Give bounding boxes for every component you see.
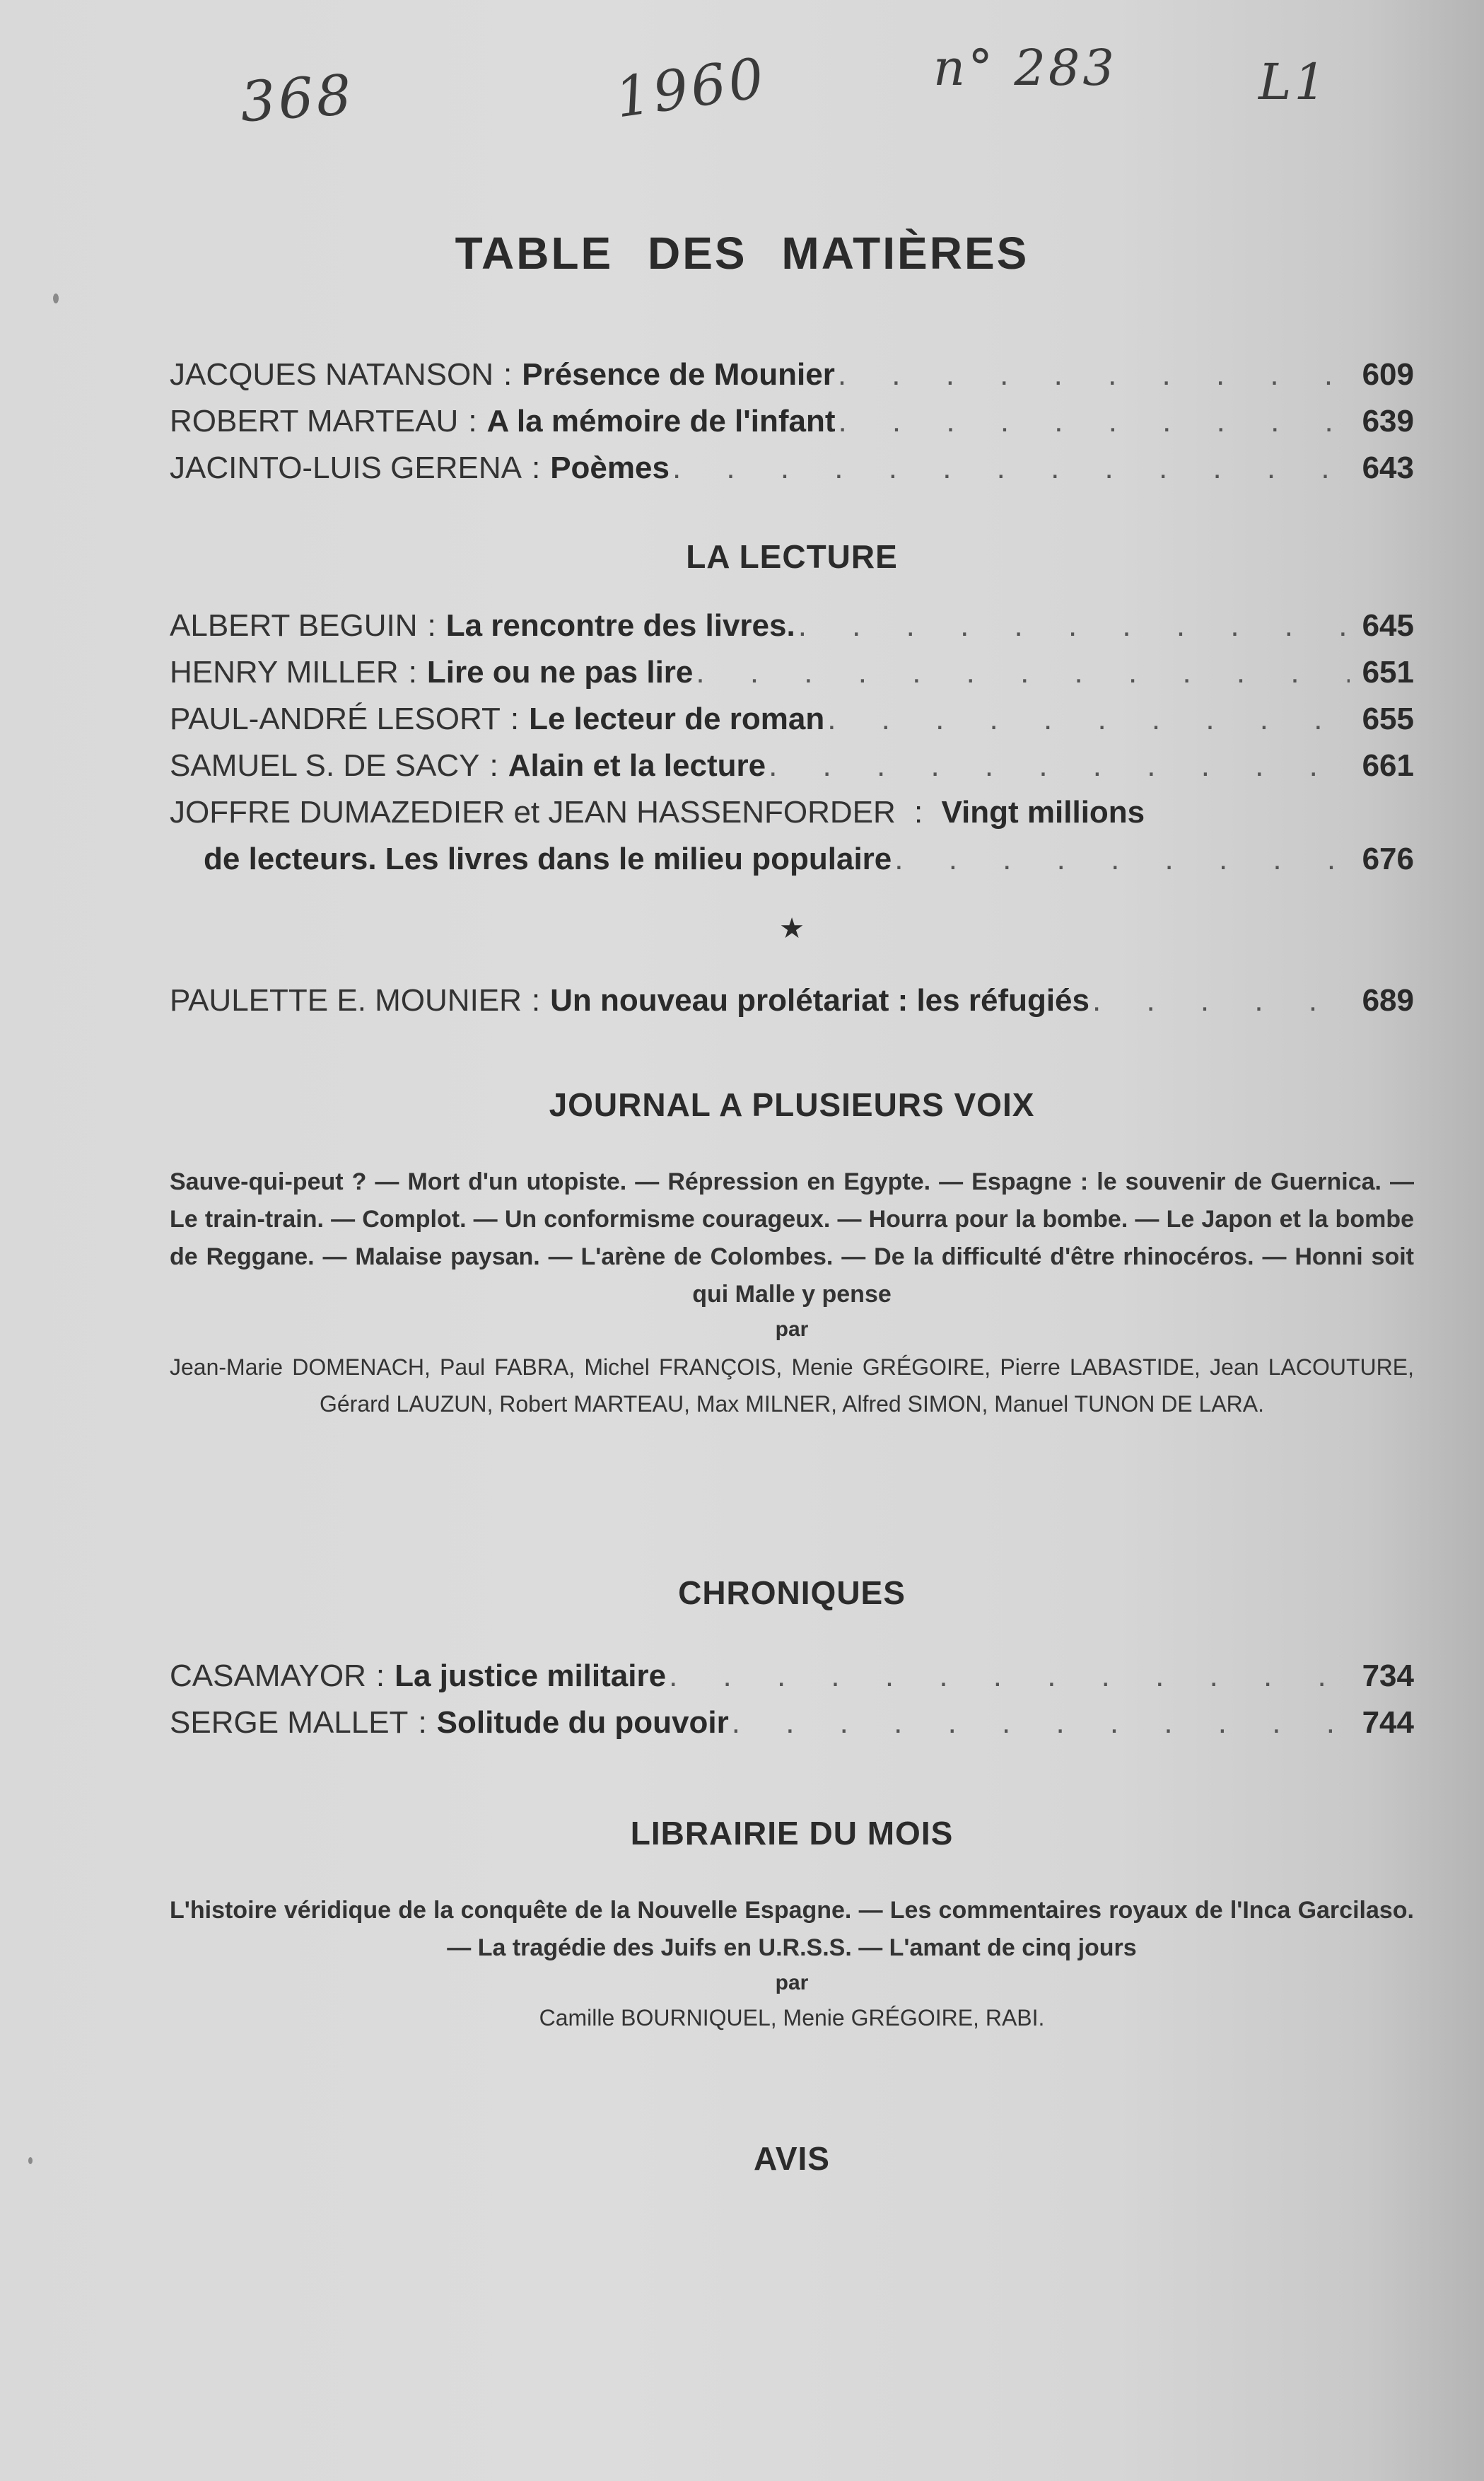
toc-standalone-section (170, 912, 1414, 1030)
leader-dots (672, 451, 1350, 486)
leader-dots (696, 655, 1349, 690)
entry-author: PAUL-ANDRÉ LESORT (170, 702, 501, 736)
entry-author: JACINTO-LUIS GERENA (170, 451, 522, 485)
entry-author: SERGE MALLET (170, 1705, 409, 1740)
leader-dots (669, 1658, 1350, 1694)
entry-title: Poèmes (550, 451, 670, 485)
entry-title: Le lecteur de roman (529, 702, 825, 736)
toc-entry[interactable] (170, 608, 1414, 655)
entry-page: 734 (1362, 1658, 1414, 1693)
leader-dots (838, 357, 1350, 393)
toc-opening-section (170, 357, 1414, 497)
toc-entry-multiline[interactable] (170, 795, 1414, 888)
paper-speck (28, 2157, 33, 2164)
journal-topics: Sauve-qui-peut ? — Mort d'un utopiste. — Répression en Egypte. — Espagne : le souvenir de Guernica. — Le train-train. — Complot. — Un conformisme courageux. — Hourra pour la bombe. — Le Japon et la bombe de Reggane. — Malaise paysan. — L'arène de Colombes. — De la difficulté d'être rhinocéros. — Honni soit qui Malle y pense (170, 1168, 1414, 1308)
entry-page: 651 (1362, 655, 1414, 690)
entry-title: Lire ou ne pas lire (426, 655, 694, 690)
toc-section-chroniques (170, 1574, 1414, 1752)
entry-colon: : (489, 748, 498, 783)
entry-colon: : (510, 702, 520, 736)
entry-title-part-1: Vingt millions (941, 795, 1145, 830)
entry-colon: : (503, 357, 513, 392)
leader-dots (827, 702, 1349, 737)
entry-line-2 (170, 842, 1414, 888)
entry-line-1 (170, 795, 1414, 842)
entry-page: 643 (1362, 451, 1414, 485)
toc-entry[interactable] (170, 451, 1414, 497)
entry-author: PAULETTE E. MOUNIER (170, 983, 522, 1018)
toc-entry[interactable] (170, 702, 1414, 748)
entry-title: Présence de Mounier (522, 357, 835, 392)
page-title: TABLE DES MATIÈRES (455, 227, 1029, 279)
entry-page: 655 (1362, 702, 1414, 736)
handwritten-year: 1960 (611, 46, 771, 131)
entry-author: CASAMAYOR (170, 1658, 366, 1693)
entry-colon: : (427, 608, 436, 643)
entry-author: JACQUES NATANSON (170, 357, 493, 392)
entry-colon: : (375, 1658, 385, 1693)
par-label: par (775, 1318, 809, 1341)
entry-colon: : (531, 451, 541, 485)
toc-section-la-lecture (170, 538, 1414, 888)
section-heading: AVIS (754, 2140, 830, 2177)
entry-page: 661 (1362, 748, 1414, 783)
toc-entry[interactable] (170, 983, 1414, 1030)
entry-author: ROBERT MARTEAU (170, 404, 459, 438)
toc-entry[interactable] (170, 655, 1414, 702)
entry-colon: : (914, 795, 923, 830)
entry-colon: : (531, 983, 541, 1018)
leader-dots (838, 404, 1349, 439)
entry-author: ALBERT BEGUIN (170, 608, 418, 643)
entry-title: Solitude du pouvoir (436, 1705, 729, 1740)
librairie-topics: L'histoire véridique de la conquête de la Nouvelle Espagne. — Les commentaires royaux de l'Inca Garcilaso. — La tragédie des Juifs en U.R.S.S. — L'amant de cinq jours (170, 1897, 1414, 1961)
leader-dots (798, 608, 1350, 644)
entry-page: 676 (1362, 842, 1414, 876)
leader-dots (1092, 983, 1350, 1018)
par-label: par (775, 1971, 809, 1994)
handwritten-number: 368 (238, 63, 356, 135)
paper-speck (53, 294, 59, 303)
toc-entry[interactable] (170, 748, 1414, 795)
entry-page: 639 (1362, 404, 1414, 438)
handwritten-code: L1 (1258, 53, 1329, 111)
handwritten-issue: n° 283 (933, 39, 1117, 97)
toc-entry[interactable] (170, 404, 1414, 451)
entry-colon: : (418, 1705, 427, 1740)
leader-dots (732, 1705, 1350, 1741)
entry-title: A la mémoire de l'infant (486, 404, 836, 438)
entry-page: 645 (1362, 608, 1414, 643)
entry-page: 609 (1362, 357, 1414, 392)
entry-author: JOFFRE DUMAZEDIER et JEAN HASSENFORDER (170, 795, 896, 830)
star-separator-icon: ★ (779, 913, 805, 944)
toc-section-avis (170, 2139, 1414, 2178)
toc-entry[interactable] (170, 1658, 1414, 1705)
section-heading: CHRONIQUES (678, 1574, 906, 1611)
section-heading: JOURNAL A PLUSIEURS VOIX (549, 1086, 1035, 1123)
entry-title: Un nouveau prolétariat : les réfugiés (550, 983, 1090, 1018)
entry-title: Alain et la lecture (508, 748, 766, 783)
toc-entry[interactable] (170, 357, 1414, 404)
entry-colon: : (408, 655, 417, 690)
librairie-contributors: Camille BOURNIQUEL, Menie GRÉGOIRE, RABI. (539, 2005, 1045, 2030)
leader-dots (769, 748, 1349, 784)
toc-section-journal (170, 1086, 1414, 1422)
journal-contributors: Jean-Marie DOMENACH, Paul FABRA, Michel FRANÇOIS, Menie GRÉGOIRE, Pierre LABASTIDE, Jean LACOUTURE, Gérard LAUZUN, Robert MARTEAU, Max MILNER, Alfred SIMON, Manuel TUNON DE LARA. (170, 1354, 1414, 1417)
entry-colon: : (468, 404, 477, 438)
toc-entry[interactable] (170, 1705, 1414, 1752)
toc-section-librairie (170, 1814, 1414, 2036)
entry-author: HENRY MILLER (170, 655, 399, 690)
leader-dots (894, 842, 1349, 877)
entry-title-part-2: de lecteurs. Les livres dans le milieu populaire (204, 842, 892, 876)
section-heading: LA LECTURE (686, 538, 898, 575)
entry-author: SAMUEL S. DE SACY (170, 748, 480, 783)
entry-title: La rencontre des livres. (445, 608, 795, 643)
entry-page: 689 (1362, 983, 1414, 1018)
section-heading: LIBRAIRIE DU MOIS (630, 1815, 954, 1852)
entry-page: 744 (1362, 1705, 1414, 1740)
entry-title: La justice militaire (395, 1658, 667, 1693)
